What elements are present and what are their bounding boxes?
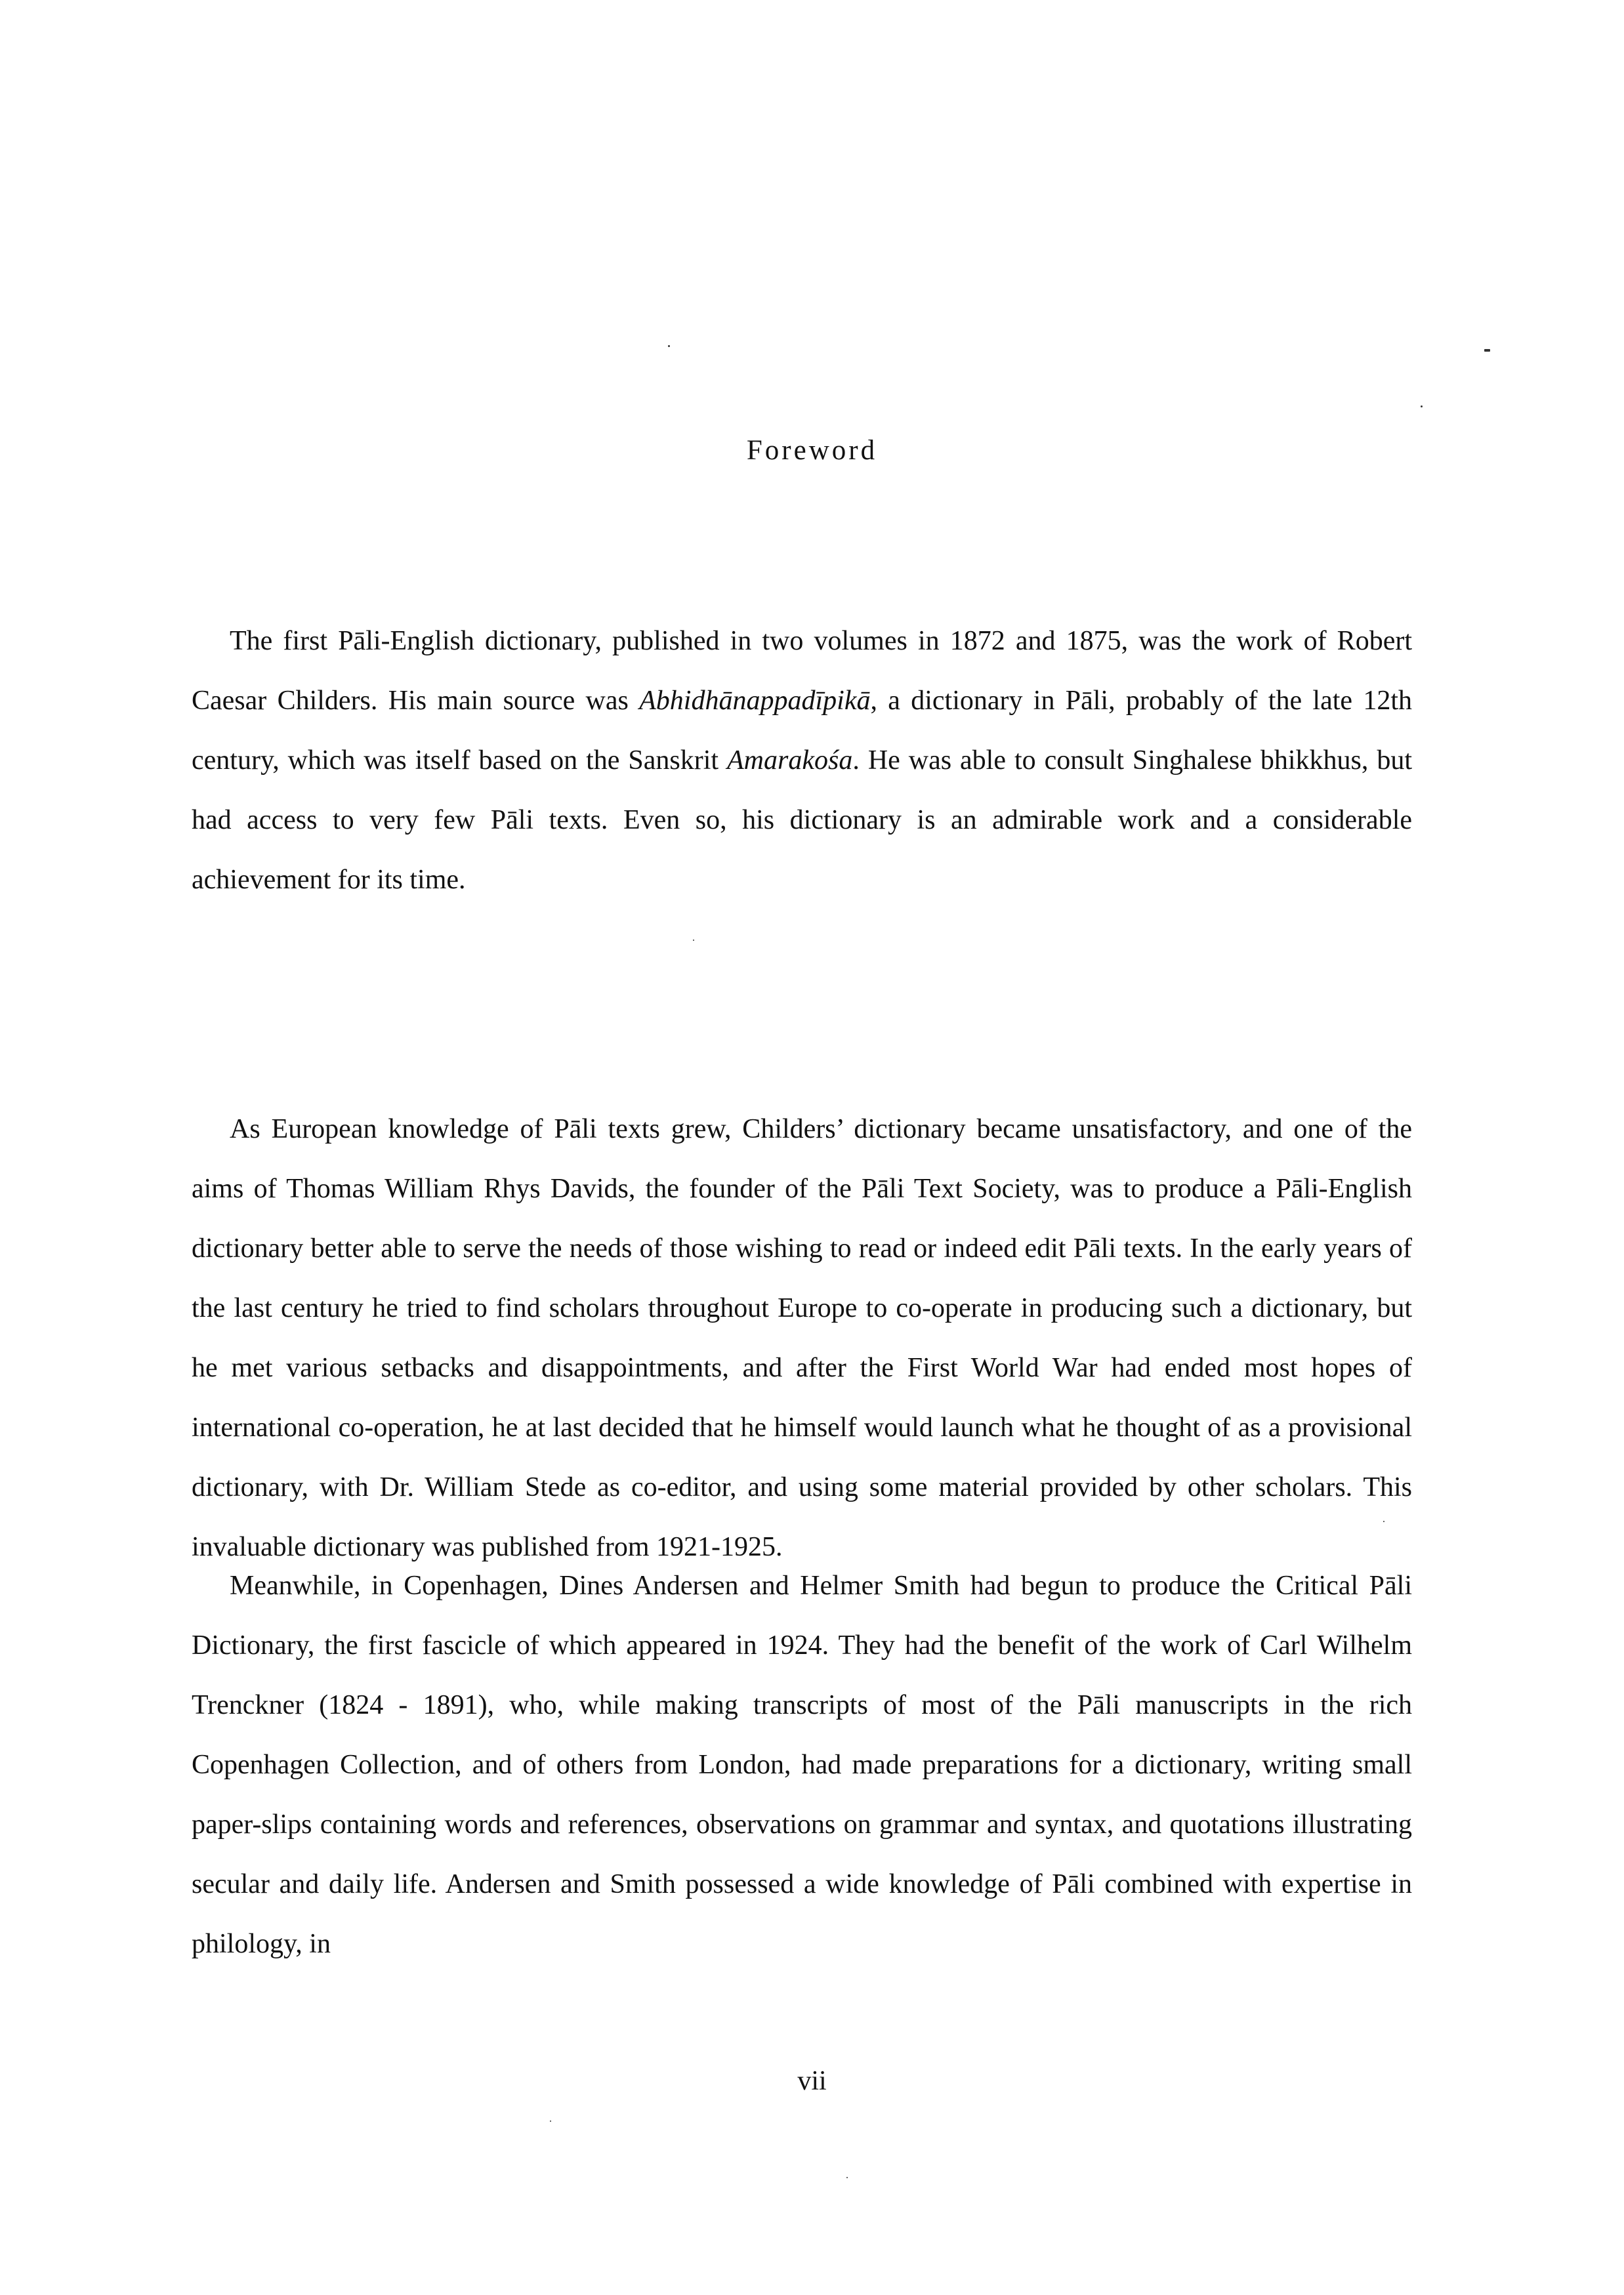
- paragraph-text: The first Pāli-English dictionary, published in two volumes in 1872 and 1875, was the work of Robert Caesar Childers. His main source was: [192, 626, 1412, 716]
- paragraph-text: . He was able to consult Singhalese bhikkhus, but had access to very few Pāli texts. Even so, his dictionary is an admirable work and a considerable achievement for its time.: [192, 745, 1412, 895]
- page-title: Foreword: [746, 435, 878, 466]
- scan-speck: [550, 2120, 551, 2122]
- paragraph-text: , a dictionary in Pāli, probably of the late 12th century, which was itself based on the Sanskrit: [192, 686, 1412, 775]
- page-number: vii: [797, 2066, 827, 2096]
- paragraph-copenhagen: Meanwhile, in Copenhagen, Dines Andersen and Helmer Smith had begun to produce the Critical Pāli Dictionary, the first fascicle of which appeared in 1924. They had the benefit of the work of Carl Wilhelm Trenckner (1824 - 1891), who, while making transcripts of most of the Pāli manuscripts in the rich Copenhagen Collection, and of others from London, had made preparations for a dictionary, writing small paper-slips containing words and references, observations on grammar and syntax, and quotations illustrating secular and daily life. Andersen and Smith possessed a wide knowledge of Pāli combined with expertise in philology, in: [192, 1571, 1412, 1959]
- scan-speck: [668, 345, 670, 347]
- scan-speck: [1484, 349, 1490, 352]
- paragraph-childers: [192, 611, 1412, 910]
- italic-title-amarakosa: Amarakośa: [727, 745, 853, 775]
- italic-title-abhidhanappadipika: Abhidhānappadīpikā: [639, 686, 871, 716]
- scan-speck: [1383, 1521, 1385, 1522]
- scan-speck: [693, 940, 694, 941]
- scan-speck: [846, 2177, 848, 2178]
- paragraph-rhys-davids: As European knowledge of Pāli texts grew, Childers’ dictionary became unsatisfactory, and one of the aims of Thomas William Rhys Davids, the founder of the Pāli Text Society, was to produce a Pāli-English dictionary better able to serve the needs of those wishing to read or indeed edit Pāli texts. In the early years of the last century he tried to find scholars throughout Europe to co-operate in producing such a dictionary, but he met various setbacks and disappointments, and after the First World War had ended most hopes of international co-operation, he at last decided that he himself would launch what he thought of as a provisional dictionary, with Dr. William Stede as co-editor, and using some material provided by other scholars. This invaluable dictionary was published from 1921-1925.: [192, 1114, 1412, 1562]
- scan-speck: [1421, 405, 1423, 407]
